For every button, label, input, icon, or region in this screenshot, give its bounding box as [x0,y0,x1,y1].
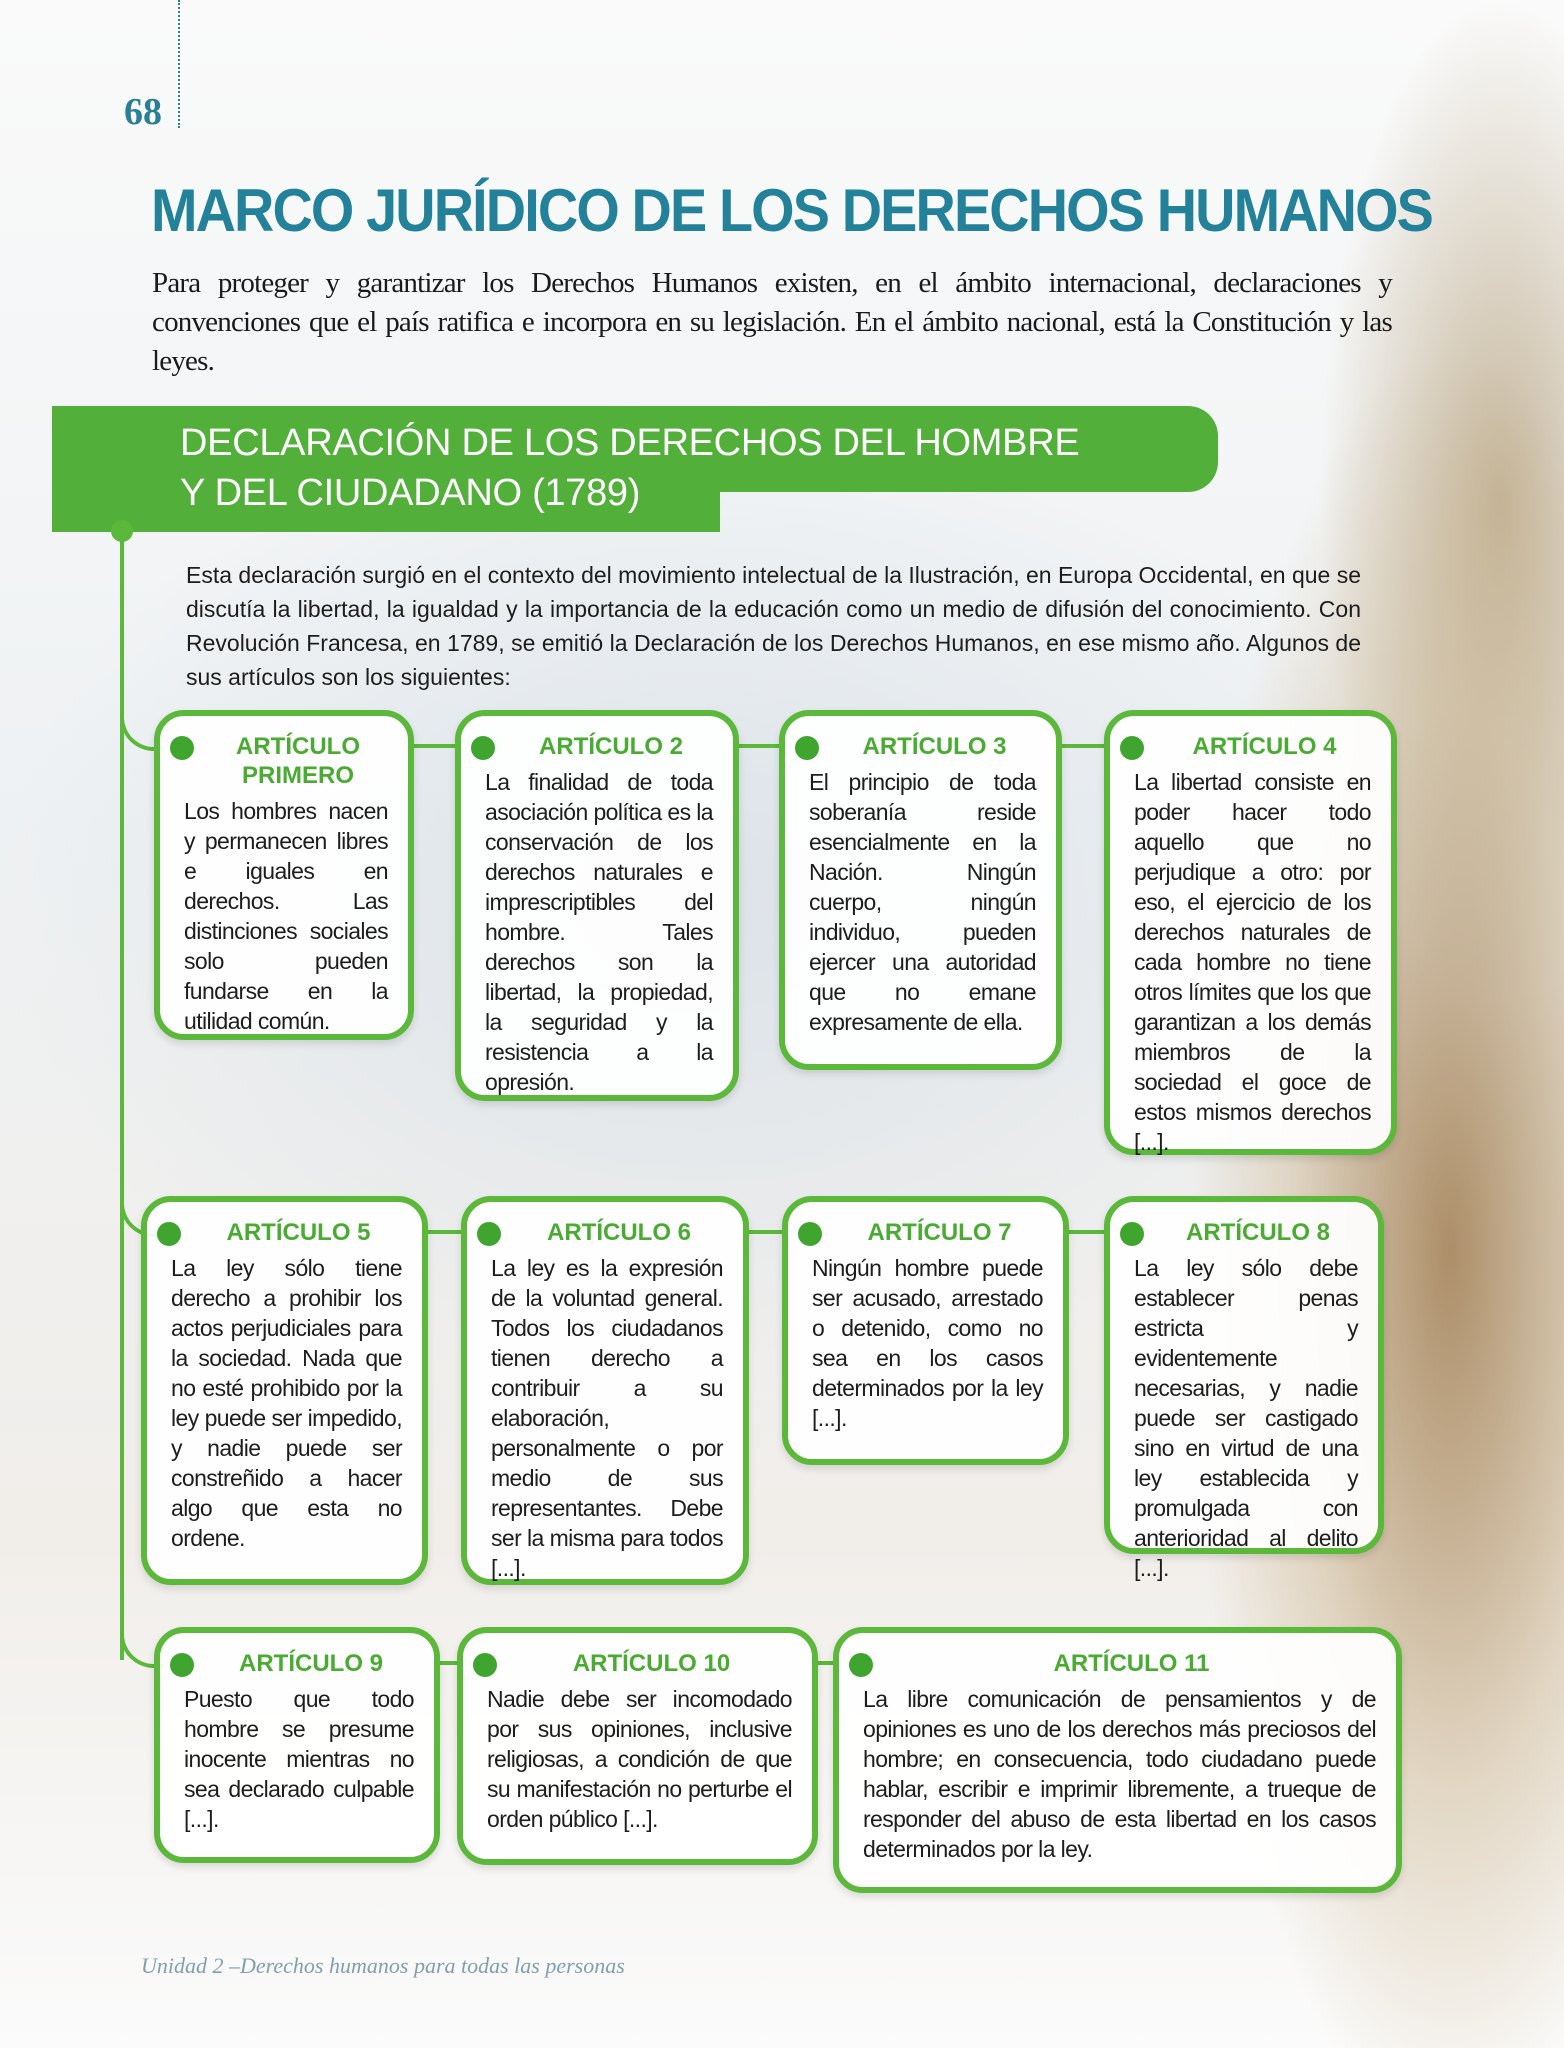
article-card [457,1627,818,1865]
article-card [1104,710,1397,1155]
article-text: La libertad consiste en poder hacer todo aquello que no perjudique a otro: por eso, el ejercicio de los derechos naturales de cada hombre no tiene otros límites que los que garantizan a los demás miembros de la sociedad el goce de estos mismos derechos [...]. [1134,769,1371,1155]
article-card [779,710,1062,1070]
bullet-dot-icon [170,736,194,760]
bullet-dot-icon [849,1653,873,1677]
article-text: La ley sólo debe establecer penas estricta y evidentemente necesarias, y nadie puede ser castigado sino en virtud de una ley establecida y promulgada con anterioridad al delito [...]. [1134,1255,1358,1581]
article-text: Nadie debe ser incomodado por sus opiniones, inclusive religiosas, a condición de que su manifestación no perturbe el orden público [...]. [487,1686,792,1832]
section-title-line2: Y DEL CIUDADANO (1789) [180,472,641,514]
connector [735,744,783,748]
article-title: ARTÍCULO 3 [862,733,1007,760]
connector [424,1230,464,1234]
page-footer: Unidad 2 –Derechos humanos para todas las personas [141,1953,625,1978]
bullet-dot-icon [471,736,495,760]
timeline-start-dot [111,520,133,542]
connector [745,1230,785,1234]
article-title: ARTÍCULO 7 [867,1219,1012,1246]
bullet-dot-icon [157,1222,181,1246]
section-title [180,418,1220,518]
bullet-dot-icon [1120,736,1144,760]
section-title-line1: DECLARACIÓN DE LOS DERECHOS DEL HOMBRE [180,422,1080,464]
section-context-paragraph: Esta declaración surgió en el contexto del movimiento intelectual de la Ilustración, en Europa Occidental, en que se discutía la libertad, la igualdad y la importancia de la educación como un medio de difusión del conocimiento. Con Revolución Francesa, en 1789, se emitió la Declaración de los Derechos Humanos, en ese mismo año. Algunos de sus artículos son los siguientes: [186,562,1361,690]
article-text: Ningún hombre puede ser acusado, arrestado o detenido, como no sea en los casos determinados por la ley [...]. [812,1255,1043,1431]
article-card [1104,1196,1384,1581]
article-card [455,710,739,1101]
article-card [154,710,414,1040]
page-title: MARCO JURÍDICO DE LOS DERECHOS HUMANOS [151,177,1433,244]
bullet-dot-icon [477,1222,501,1246]
intro-paragraph: Para proteger y garantizar los Derechos Humanos existen, en el ámbito internacional, declaraciones y convenciones que el país ratifica e incorpora en su legislación. En el ámbito nacional, está la Constitución y las leyes. [152,267,1392,377]
article-title: ARTÍCULO 5 [226,1219,371,1246]
article-title: ARTÍCULO PRIMERO [236,733,360,789]
article-text: El principio de toda soberanía reside esencialmente en la Nación. Ningún cuerpo, ningún individuo, pueden ejercer una autoridad que no emane expresamente de ella. [809,769,1036,1035]
timeline-line [120,530,124,1660]
bullet-dot-icon [473,1653,497,1677]
bullet-dot-icon [170,1653,194,1677]
article-text: Los hombres nacen y permanecen libres e iguales en derechos. Las distinciones sociales solo pueden fundarse en la utilidad común. [184,798,388,1034]
article-text: La libre comunicación de pensamientos y de opiniones es uno de los derechos más preciosos del hombre; en consecuencia, todo ciudadano puede hablar, escribir e imprimir libremente, a trueque de responder del abuso de esta libertad en los casos determinados por la ley. [863,1686,1376,1862]
page-number: 68 [124,91,162,133]
article-title: ARTÍCULO 2 [539,733,683,760]
article-title: ARTÍCULO 9 [239,1650,383,1677]
article-title: ARTÍCULO 4 [1192,733,1337,760]
connector [1065,1230,1107,1234]
article-title: ARTÍCULO 8 [1186,1219,1330,1246]
article-text: La finalidad de toda asociación política es la conservación de los derechos naturales e imprescriptibles del hombre. Tales derechos son la libertad, la propiedad, la seguridad y la resistencia a la opresión. [485,769,713,1095]
article-card [141,1196,428,1585]
bullet-dot-icon [795,736,819,760]
article-title: ARTÍCULO 6 [547,1219,691,1246]
page-margin-divider [178,0,180,128]
bullet-dot-icon [798,1222,822,1246]
article-title: ARTÍCULO 10 [572,1650,731,1677]
article-card [833,1627,1402,1893]
connector [1058,744,1108,748]
article-card [782,1196,1069,1465]
article-text: La ley es la expresión de la voluntad general. Todos los ciudadanos tienen derecho a contribuir a su elaboración, personalmente o por medio de sus representantes. Debe ser la misma para todos [...]. [491,1255,723,1581]
article-title: ARTÍCULO 11 [1053,1650,1210,1677]
article-card [154,1627,440,1863]
article-card [461,1196,749,1585]
article-text: La ley sólo tiene derecho a prohibir los actos perjudiciales para la sociedad. Nada que no esté prohibido por la ley puede ser impedido, y nadie puede ser constreñido a hacer algo que esta no ordene. [171,1255,402,1551]
article-text: Puesto que todo hombre se presume inocente mientras no sea declarado culpable [...]. [184,1686,414,1832]
bullet-dot-icon [1120,1222,1144,1246]
connector [410,744,460,748]
